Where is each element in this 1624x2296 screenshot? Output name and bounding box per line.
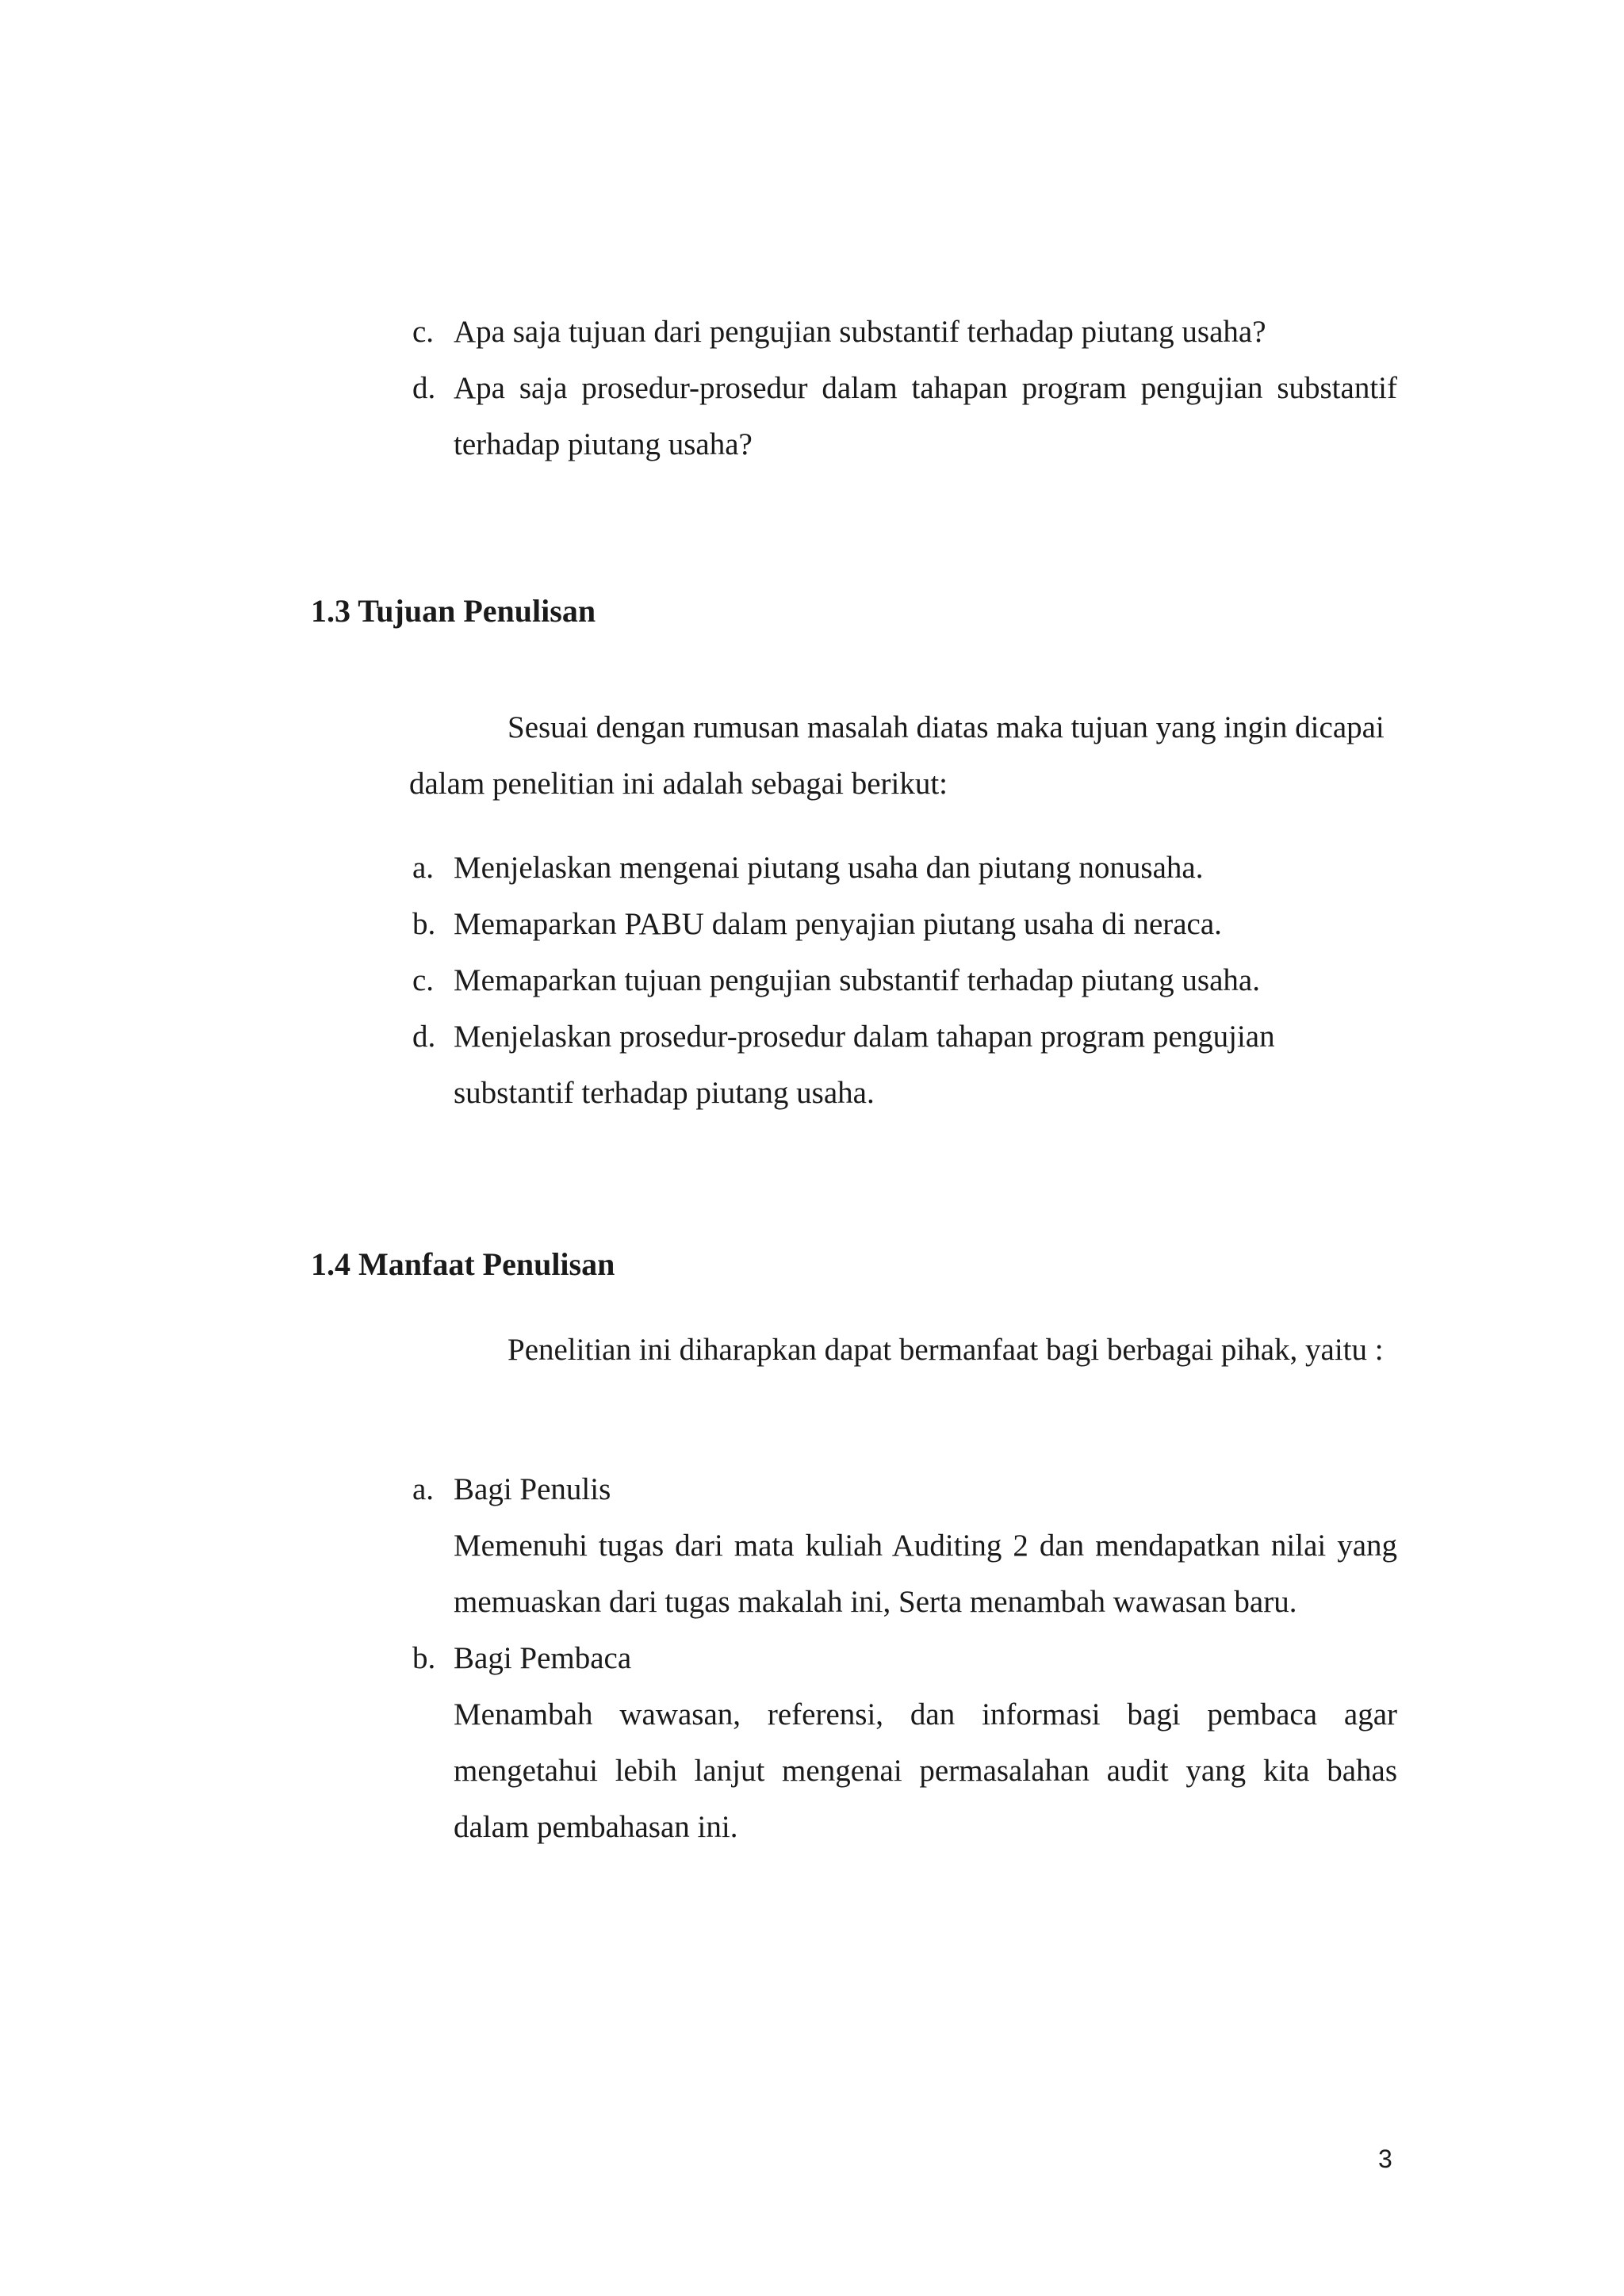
list-item	[412, 360, 1397, 473]
research-questions-list	[412, 304, 1397, 473]
list-item-text: Menjelaskan mengenai piutang usaha dan piutang nonusaha.	[454, 851, 1204, 885]
list-item	[412, 1461, 1397, 1630]
list-item-text: Memaparkan PABU dalam penyajian piutang usaha di neraca.	[454, 907, 1222, 941]
section-heading-tujuan: 1.3 Tujuan Penulisan	[311, 593, 596, 629]
benefits-list	[412, 1461, 1397, 1855]
page-number: 3	[1378, 2145, 1392, 2173]
list-marker: a.	[412, 1472, 435, 1506]
list-marker: c.	[412, 315, 435, 349]
list-item	[412, 840, 1397, 896]
list-item	[412, 952, 1397, 1008]
section-intro-manfaat: Penelitian ini diharapkan dapat bermanfaat bagi berbagai pihak, yaitu :	[508, 1333, 1384, 1367]
list-item	[412, 1630, 1397, 1855]
benefit-description: Menambah wawasan, referensi, dan informasi bagi pembaca agar mengetahui lebih lanjut mengenai permasalahan audit yang kita bahas dalam pembahasan ini.	[454, 1697, 1397, 1844]
objectives-list	[412, 840, 1397, 1121]
list-marker: d.	[412, 371, 436, 405]
list-item	[412, 1008, 1381, 1121]
list-item	[412, 896, 1397, 952]
benefit-title: Bagi Penulis	[454, 1472, 611, 1506]
list-item-text: Memaparkan tujuan pengujian substantif terhadap piutang usaha.	[454, 963, 1260, 997]
list-item-text: Menjelaskan prosedur-prosedur dalam tahapan program pengujian substantif terhadap piutang usaha.	[454, 1020, 1275, 1110]
section-heading-manfaat: 1.4 Manfaat Penulisan	[311, 1246, 615, 1282]
list-marker: a.	[412, 851, 435, 885]
list-item	[412, 304, 1397, 360]
list-item-text: Apa saja tujuan dari pengujian substantif terhadap piutang usaha?	[454, 315, 1266, 349]
list-marker: b.	[412, 907, 436, 941]
benefit-title: Bagi Pembaca	[454, 1641, 632, 1675]
list-marker: c.	[412, 963, 435, 997]
list-marker: b.	[412, 1641, 436, 1675]
benefit-description: Memenuhi tugas dari mata kuliah Auditing 2 dan mendapatkan nilai yang memuaskan dari tugas makalah ini, Serta menambah wawasan baru.	[454, 1529, 1397, 1619]
list-marker: d.	[412, 1020, 436, 1054]
list-item-text: Apa saja prosedur-prosedur dalam tahapan program pengujian substantif terhadap piutang usaha?	[454, 371, 1397, 461]
section-intro-tujuan: Sesuai dengan rumusan masalah diatas maka tujuan yang ingin dicapai dalam penelitian ini adalah sebagai berikut:	[409, 710, 1385, 801]
